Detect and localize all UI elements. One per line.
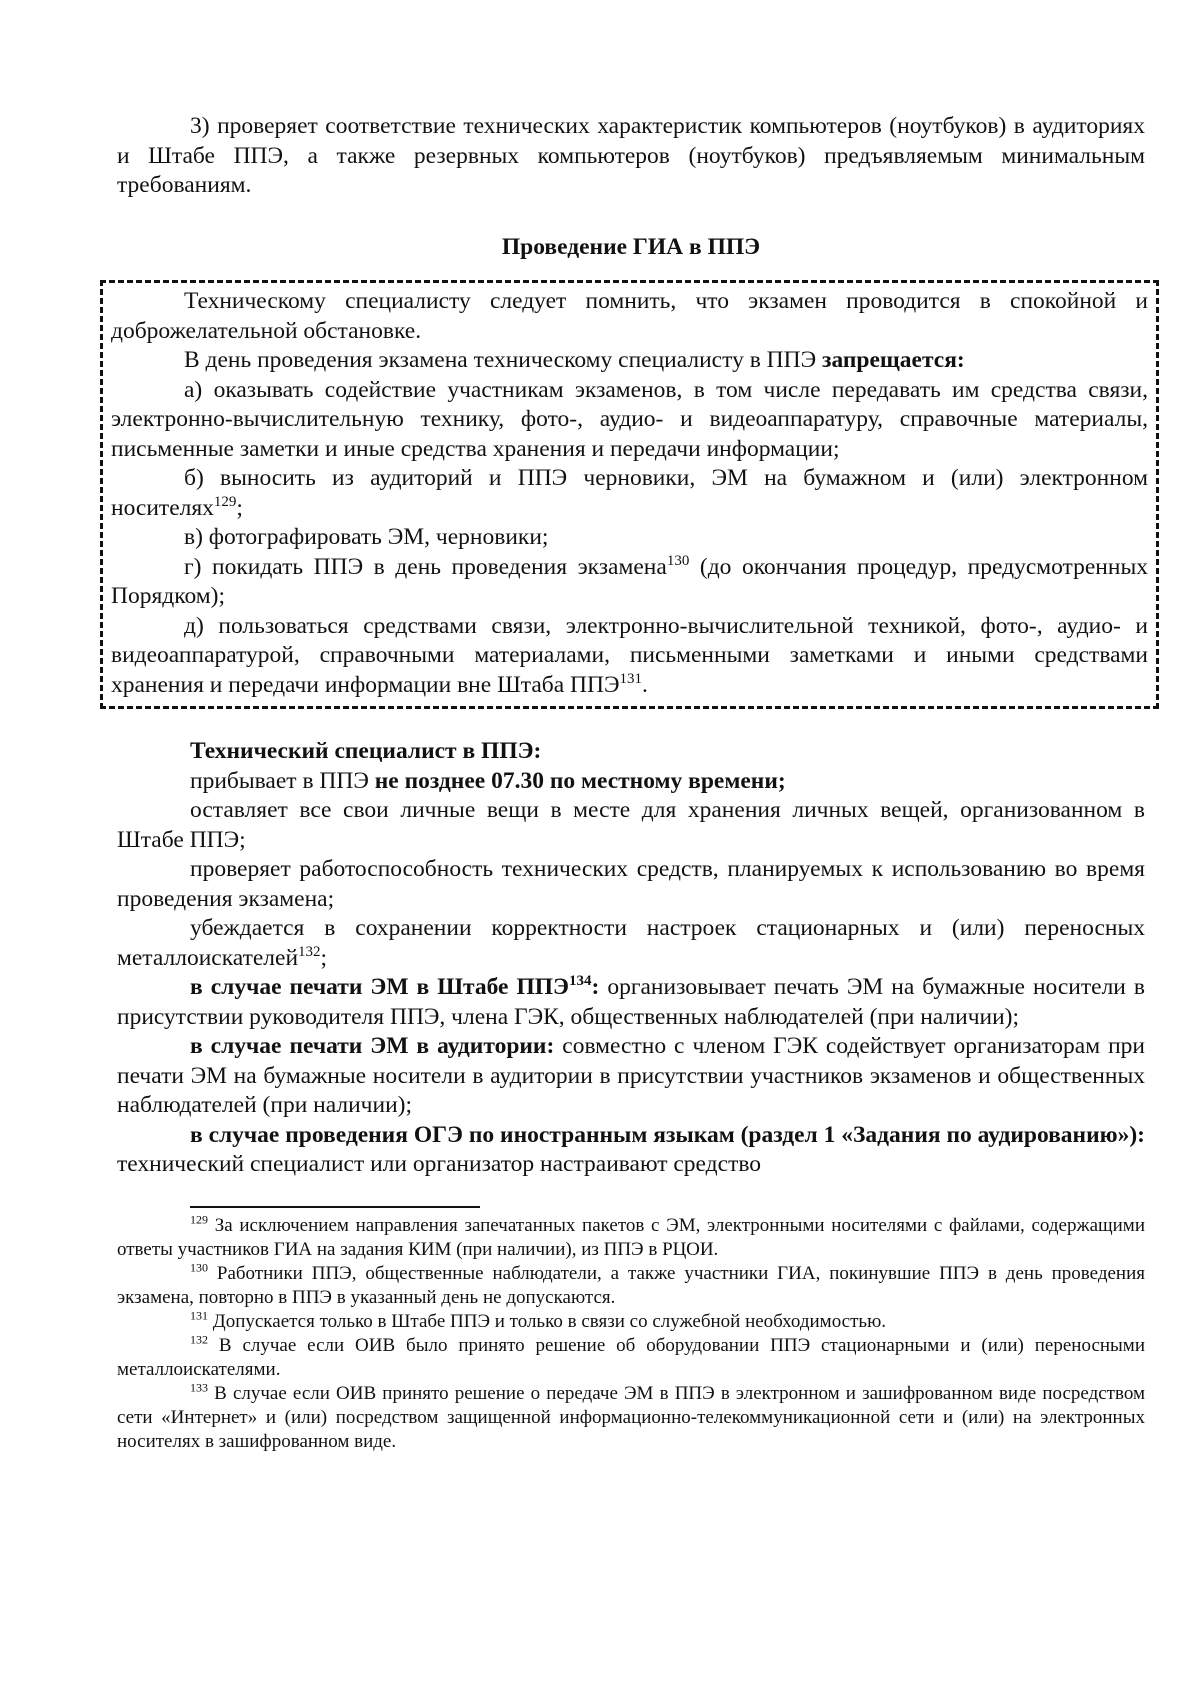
tech-leaves: оставляет все свои личные вещи в месте для хранения личных вещей, организованном в Штабе ППЭ;	[117, 797, 1145, 853]
tech-oge: в случае проведения ОГЭ по иностранным языкам (раздел 1 «Задания по аудированию»): технический специалист или организатор настраивают средство	[117, 1121, 1145, 1177]
prohibition-d: д) пользоваться средствами связи, электронно-вычислительной техникой, фото-, аудио- и видеоаппаратурой, справочными материалами, письменными заметками и иными средствами хранения и передачи информации вне Штаба ППЭ$^{131}$.	[111, 612, 1148, 698]
warning-box	[100, 280, 1159, 709]
document-page	[111, 112, 1148, 1454]
footnote-130: $^{130}$ Работники ППЭ, общественные наблюдатели, а также участники ГИА, покинувшие ППЭ в день проведения экзамена, повторно в ППЭ в указанный день не допускаются.	[117, 1260, 1145, 1308]
footnote-ref-129: 129	[213, 493, 237, 510]
section-title: Проведение ГИА в ППЭ	[501, 233, 761, 260]
tech-arrives: прибывает в ППЭ не позднее 07.30 по местному времени;	[190, 767, 786, 794]
intro-item-3: 3) проверяет соответствие технических характеристик компьютеров (ноутбуков) в аудиториях и Штабе ППЭ, а также резервных компьютеров (ноутбуков) предъявляемым минимальным требованиям.	[117, 113, 1145, 198]
footnote-131: $^{131}$ Допускается только в Штабе ППЭ и только в связи со служебной необходимостью.	[190, 1308, 887, 1332]
footnote-ref-132: 132	[298, 943, 321, 960]
box-paragraph-1: Техническому специалисту следует помнить, что экзамен проводится в спокойной и доброжелательной обстановке.	[111, 288, 1148, 344]
footnote-133: $^{133}$ В случае если ОИВ принято решение о передаче ЭМ в ППЭ в электронном и зашифрованном виде посредством сети «Интернет» и (или) посредством защищенной информационно-телекоммуникационной сети и (или) на электронных носителях в зашифрованном виде.	[117, 1380, 1145, 1452]
prohibition-g: г) покидать ППЭ в день проведения экзамена$^{130}$ (до окончания процедур, предусмотренных Порядком);	[111, 552, 1148, 609]
tech-checks: проверяет работоспособность технических средств, планируемых к использованию во время проведения экзамена;	[117, 856, 1145, 912]
footnotes	[117, 1214, 1145, 1454]
footnote-ref-134: 134	[569, 973, 592, 990]
tech-print-hq: в случае печати ЭМ в Штабе ППЭ$^{134}$: организовывает печать ЭМ на бумажные носители в присутствии руководителя ППЭ, члена ГЭК, общественных наблюдателей (при наличии);	[117, 973, 1145, 1030]
prohibition-b: б) выносить из аудиторий и ППЭ черновики, ЭМ на бумажном и (или) электронном носителях$^{129}$;	[111, 465, 1148, 521]
footnote-129: $^{129}$ За исключением направления запечатанных пакетов с ЭМ, электронными носителями с файлами, содержащими ответы участников ГИА на задания КИМ (при наличии), из ППЭ в РЦОИ.	[117, 1212, 1145, 1260]
footnote-divider	[190, 1206, 480, 1208]
prohibition-v: в) фотографировать ЭМ, черновики;	[184, 524, 549, 550]
prohibition-a: а) оказывать содействие участникам экзаменов, в том числе передавать им средства связи, электронно-вычислительную технику, фото-, аудио- и видеоаппаратуру, справочные материалы, письменные заметки и иные средства хранения и передачи информации;	[111, 376, 1148, 462]
footnote-132: $^{132}$ В случае если ОИВ было принято решение об оборудовании ППЭ стационарными и (или) переносными металлоискателями.	[117, 1332, 1145, 1380]
footnote-ref-131: 131	[619, 670, 642, 687]
tech-print-room: в случае печати ЭМ в аудитории: совместно с членом ГЭК содействует организаторам при печати ЭМ на бумажные носители в аудитории в присутствии участников экзаменов и общественных наблюдателей (при наличии);	[117, 1033, 1145, 1118]
footnote-ref-130: 130	[666, 552, 690, 569]
tech-heading: Технический специалист в ППЭ:	[190, 738, 542, 764]
tech-ensures: убеждается в сохранении корректности настроек стационарных и (или) переносных металлоискателей$^{132}$;	[117, 915, 1145, 971]
box-paragraph-2: В день проведения экзамена техническому специалисту в ППЭ запрещается:	[184, 347, 965, 373]
